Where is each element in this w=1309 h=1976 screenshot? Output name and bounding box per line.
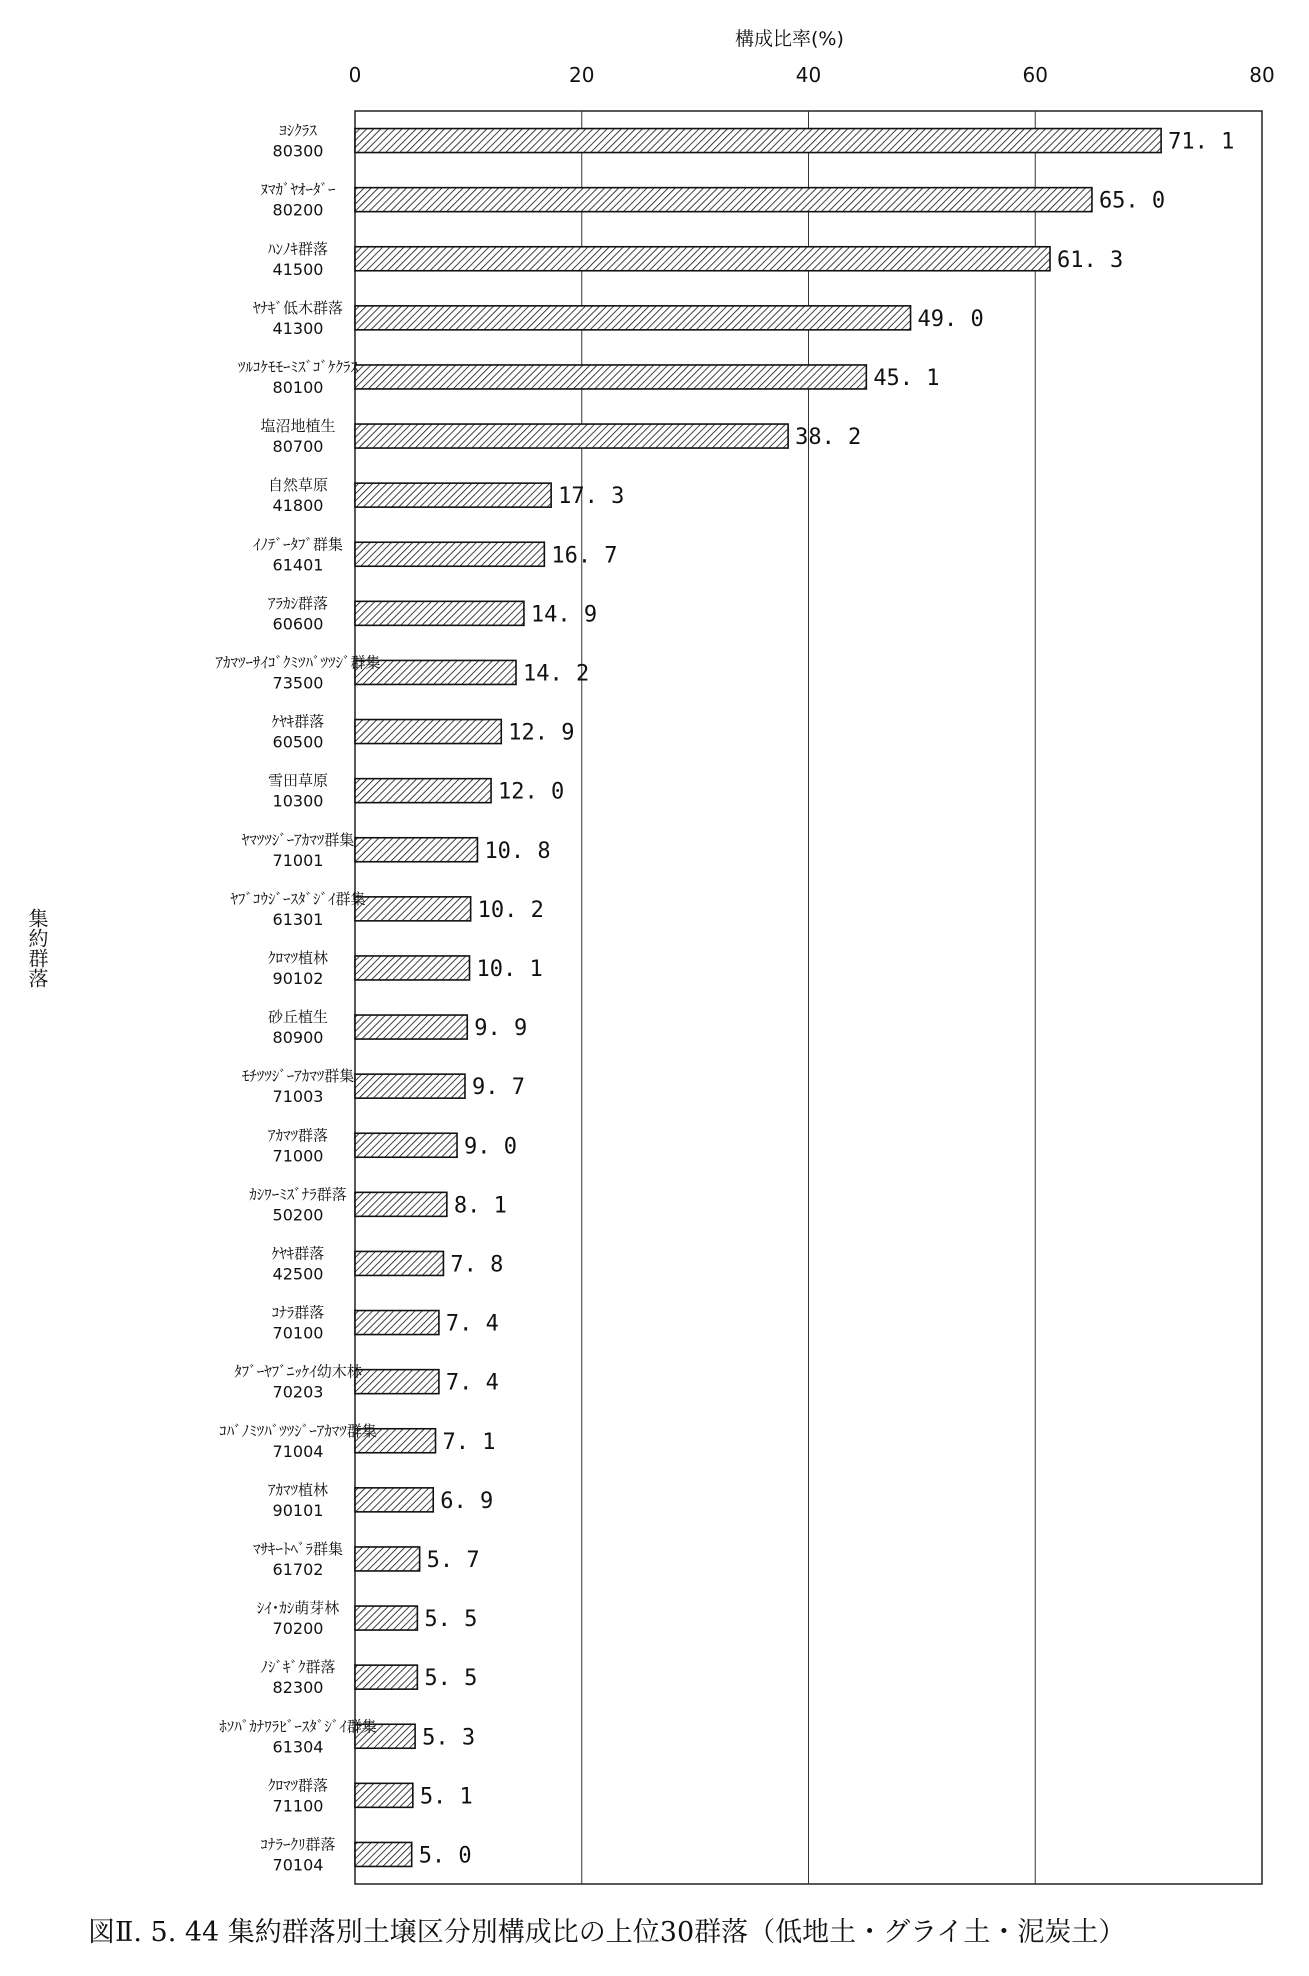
category-code: 82300 [272, 1678, 324, 1698]
bar [355, 188, 1092, 212]
category-name: ｺﾅﾗ群落 [271, 1303, 325, 1322]
category-name: ｱｶﾏﾂ群落 [267, 1126, 329, 1145]
category-name: 砂丘植生 [267, 1008, 329, 1027]
category-name: ｺﾅﾗｰｸﾘ群落 [260, 1835, 336, 1854]
category-name: ﾖｼｸﾗｽ [279, 121, 317, 140]
x-axis-title: 構成比率(%) [735, 28, 844, 50]
category-code: 61301 [272, 909, 324, 929]
category-name: ﾇﾏｶﾞﾔｵｰﾀﾞｰ [260, 180, 336, 199]
category-code: 61702 [272, 1559, 324, 1579]
category-code: 41300 [272, 318, 324, 338]
category-code: 60500 [272, 732, 324, 752]
category-name: 塩沼地植生 [260, 417, 336, 436]
bar-value-label: 5. 7 [426, 1547, 480, 1573]
category-name: ｱｶﾏﾂ植林 [267, 1480, 329, 1499]
category-name: ｼｲ･ｶｼ萌芽林 [256, 1599, 340, 1618]
bar [355, 838, 477, 862]
bar [355, 1665, 417, 1689]
category-name: ｺﾊﾞﾉﾐﾂﾊﾞﾂﾂｼﾞｰｱｶﾏﾂ群集 [219, 1421, 377, 1440]
bar-value-label: 10. 2 [477, 897, 544, 923]
bar-value-label: 9. 9 [474, 1016, 528, 1042]
bar-value-label: 12. 0 [498, 779, 565, 805]
category-name: ﾉｼﾞｷﾞｸ群落 [260, 1658, 336, 1677]
bar [355, 1783, 413, 1807]
category-code: 70203 [272, 1382, 324, 1402]
bar-value-label: 7. 8 [450, 1252, 504, 1278]
bar [355, 897, 471, 921]
category-code: 71000 [272, 1146, 324, 1166]
bar-value-label: 10. 1 [476, 956, 543, 982]
bar-value-label: 12. 9 [508, 720, 575, 746]
category-name: 雪田草原 [267, 771, 329, 790]
bar-value-label: 49. 0 [917, 306, 984, 332]
y-axis-title: 集約群落 [25, 908, 49, 988]
bar [355, 1251, 443, 1275]
category-code: 61401 [272, 555, 324, 575]
category-code: 80700 [272, 437, 324, 457]
bar-value-label: 9. 7 [471, 1075, 525, 1101]
bar [355, 720, 501, 744]
x-tick-label: 60 [1022, 63, 1048, 87]
category-code: 80300 [272, 141, 324, 161]
bar-value-label: 7. 4 [445, 1370, 499, 1396]
category-name: ﾔﾏﾂﾂｼﾞｰｱｶﾏﾂ群集 [241, 830, 355, 849]
category-code: 90101 [272, 1500, 324, 1520]
category-code: 71004 [272, 1441, 324, 1461]
bar-value-label: 38. 2 [795, 425, 862, 451]
bar-value-label: 7. 4 [445, 1311, 499, 1337]
x-tick-label: 80 [1249, 63, 1275, 87]
category-code: 41500 [272, 259, 324, 279]
bar [355, 956, 470, 980]
category-name: ｹﾔｷ群落 [271, 1244, 325, 1263]
bar-value-label: 10. 8 [484, 838, 551, 864]
category-name: ﾀﾌﾞｰﾔﾌﾞﾆｯｹｲ幼木林 [234, 1362, 362, 1381]
category-name: ｶｼﾜｰﾐｽﾞﾅﾗ群落 [249, 1185, 347, 1204]
bar-value-label: 45. 1 [873, 365, 940, 391]
bar-value-label: 17. 3 [558, 484, 625, 510]
category-name: ｲﾉﾃﾞｰﾀﾌﾞ群集 [252, 535, 344, 554]
category-code: 50200 [272, 1205, 324, 1225]
bar [355, 424, 788, 448]
category-name: ｹﾔｷ群落 [271, 712, 325, 731]
category-name: ｸﾛﾏﾂ群落 [267, 1776, 329, 1795]
category-code: 80200 [272, 200, 324, 220]
category-name: ﾊﾝﾉｷ群落 [267, 239, 329, 258]
bar [355, 483, 551, 507]
bar-value-label: 7. 1 [442, 1429, 496, 1455]
category-code: 71001 [272, 850, 324, 870]
x-tick-label: 40 [795, 63, 822, 87]
bar-value-label: 71. 1 [1168, 129, 1235, 155]
bar [355, 542, 544, 566]
category-code: 60600 [272, 614, 324, 634]
bar [355, 1547, 420, 1571]
x-tick-label: 20 [569, 63, 595, 87]
bar-value-label: 61. 3 [1056, 247, 1124, 273]
category-code: 80100 [272, 377, 324, 397]
category-name: ﾏｻｷｰﾄﾍﾞﾗ群集 [252, 1539, 344, 1558]
bar-value-label: 5. 1 [419, 1784, 473, 1810]
category-code: 61304 [272, 1737, 324, 1757]
bar-value-label: 5. 5 [424, 1607, 478, 1633]
bar-value-label: 5. 5 [424, 1666, 478, 1692]
bar [355, 129, 1161, 153]
figure-caption: 図Ⅱ. 5. 44 集約群落別土壌区分別構成比の上位30群落（低地土・グライ土・泥炭土） [88, 1917, 1126, 1948]
category-code: 41800 [272, 496, 324, 516]
category-name: ｱｶﾏﾂｰｻｲｺﾞｸﾐﾂﾊﾞﾂﾂｼﾞ群集 [215, 653, 381, 672]
category-name: ｱﾗｶｼ群落 [267, 594, 329, 613]
category-code: 90102 [272, 968, 324, 988]
category-code: 70100 [272, 1323, 324, 1343]
category-code: 71100 [272, 1796, 324, 1816]
category-name: 自然草原 [267, 476, 329, 495]
bar-value-label: 9. 0 [464, 1134, 518, 1160]
bar-value-label: 5. 3 [422, 1725, 476, 1751]
bar [355, 1192, 447, 1216]
bar [355, 1015, 467, 1039]
bar [355, 365, 866, 389]
category-code: 10300 [272, 791, 324, 811]
category-name: ﾓﾁﾂﾂｼﾞｰｱｶﾏﾂ群集 [241, 1067, 355, 1086]
category-code: 70104 [272, 1855, 324, 1875]
category-name: ﾔﾌﾞｺｳｼﾞｰｽﾀﾞｼﾞｲ群集 [230, 889, 366, 908]
category-code: 70200 [272, 1619, 324, 1639]
category-code: 42500 [272, 1264, 324, 1284]
bar [355, 1488, 433, 1512]
bar-value-label: 5. 0 [418, 1843, 472, 1869]
bar-value-label: 14. 9 [530, 602, 598, 628]
bar-value-label: 8. 1 [453, 1193, 507, 1219]
category-code: 73500 [272, 673, 324, 693]
bar [355, 1606, 417, 1630]
bar-value-label: 65. 0 [1098, 188, 1166, 214]
category-code: 80900 [272, 1028, 324, 1048]
bar [355, 1133, 457, 1157]
category-name: ｸﾛﾏﾂ植林 [267, 948, 329, 967]
bar [355, 1370, 439, 1394]
bar [355, 247, 1050, 271]
category-name: ﾂﾙｺｹﾓﾓｰﾐｽﾞｺﾞｹｸﾗｽ [237, 357, 359, 376]
category-code: 71003 [272, 1087, 324, 1107]
bar [355, 1311, 439, 1335]
category-name: ﾔﾅｷﾞ低木群落 [252, 298, 344, 317]
bar-value-label: 16. 7 [551, 543, 618, 569]
bar-value-label: 14. 2 [522, 661, 590, 687]
bar [355, 779, 491, 803]
bar [355, 306, 911, 330]
bar [355, 601, 524, 625]
bar [355, 1074, 465, 1098]
bar-value-label: 6. 9 [440, 1488, 494, 1514]
category-name: ﾎｿﾊﾞｶﾅﾜﾗﾋﾞｰｽﾀﾞｼﾞｲ群集 [219, 1717, 377, 1736]
bar [355, 1842, 412, 1866]
x-tick-label: 0 [348, 63, 362, 87]
x-tick-labels [349, 63, 1275, 87]
